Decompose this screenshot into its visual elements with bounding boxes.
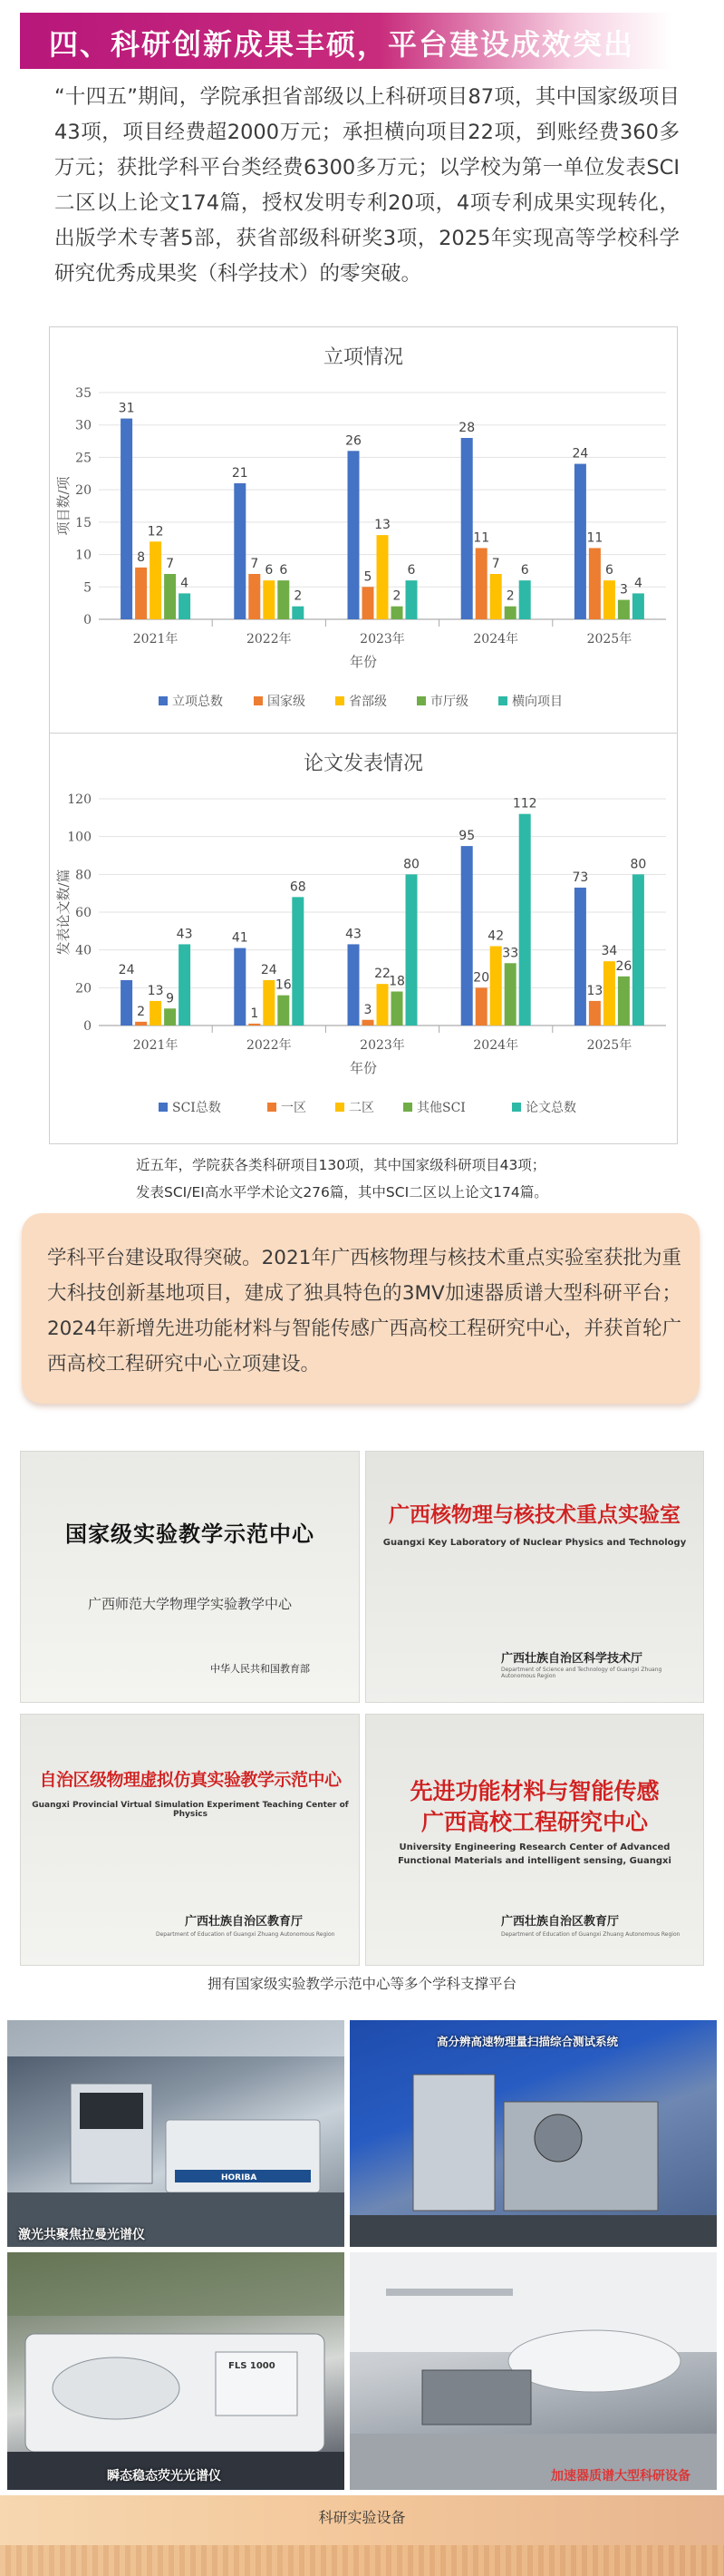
bar bbox=[150, 541, 161, 619]
plaque-issuer: 中华人民共和国教育部 bbox=[210, 1663, 310, 1675]
y-tick-label: 40 bbox=[75, 943, 92, 958]
legend-label: 其他SCI bbox=[417, 1101, 466, 1115]
legend-swatch bbox=[254, 696, 263, 705]
legend-swatch bbox=[335, 696, 344, 705]
data-label: 2 bbox=[506, 588, 515, 604]
bar bbox=[234, 948, 246, 1026]
x-tick-label: 2021年 bbox=[132, 1038, 179, 1053]
bar bbox=[632, 593, 644, 619]
bar bbox=[505, 607, 516, 619]
data-label: 13 bbox=[374, 518, 391, 533]
bar bbox=[348, 451, 360, 619]
photo-label: 激光共聚焦拉曼光谱仪 bbox=[18, 2228, 145, 2242]
legend-label: 市厅级 bbox=[430, 695, 468, 709]
legend-label: 论文总数 bbox=[526, 1101, 576, 1115]
data-label: 80 bbox=[630, 857, 647, 872]
bar bbox=[292, 897, 304, 1026]
plaque-title: 先进功能材料与智能传感 bbox=[410, 1778, 660, 1804]
chart-papers-panel bbox=[50, 734, 677, 1139]
bar bbox=[490, 947, 502, 1026]
data-label: 11 bbox=[473, 530, 490, 546]
data-label: 43 bbox=[345, 927, 362, 942]
photo-label: 加速器质谱大型科研设备 bbox=[551, 2469, 690, 2484]
bar bbox=[248, 574, 260, 619]
data-label: 3 bbox=[619, 582, 628, 598]
data-label: 28 bbox=[459, 421, 476, 435]
x-tick-label: 2022年 bbox=[246, 1038, 292, 1053]
bar bbox=[348, 944, 360, 1026]
data-label: 1 bbox=[250, 1006, 259, 1021]
legend-swatch bbox=[267, 1103, 276, 1112]
data-label: 13 bbox=[147, 983, 164, 998]
x-tick-label: 2023年 bbox=[360, 632, 405, 646]
data-label: 7 bbox=[491, 557, 500, 571]
data-label: 73 bbox=[572, 870, 589, 885]
photo-brand: FLS 1000 bbox=[228, 2361, 275, 2371]
bar bbox=[391, 992, 403, 1026]
chart-caption-line-2: 发表SCI/EI高水平学术论文276篇，其中SCI二区以上论文174篇。 bbox=[136, 1184, 548, 1201]
data-label: 31 bbox=[118, 401, 135, 416]
legend-swatch bbox=[498, 696, 507, 705]
legend-swatch bbox=[159, 696, 168, 705]
data-label: 4 bbox=[633, 576, 642, 591]
data-label: 80 bbox=[403, 857, 420, 872]
plaque-subtitle: 广西师范大学物理学实验教学中心 bbox=[87, 1596, 292, 1612]
fluorescence-spectrometer-illustration bbox=[7, 2252, 344, 2490]
legend-swatch bbox=[512, 1103, 521, 1112]
data-label: 24 bbox=[118, 963, 135, 977]
data-label: 6 bbox=[407, 563, 416, 578]
bar bbox=[164, 1008, 176, 1026]
plaque-issuer: 广西壮族自治区教育厅 bbox=[185, 1915, 304, 1929]
bar bbox=[277, 580, 289, 619]
bar bbox=[589, 1001, 601, 1026]
bar bbox=[277, 996, 289, 1026]
plaque-subtitle: Guangxi Key Laboratory of Nuclear Physics and Technology bbox=[382, 1538, 687, 1548]
y-tick-label: 10 bbox=[75, 548, 92, 563]
bar bbox=[362, 587, 374, 619]
bar bbox=[121, 419, 132, 619]
data-label: 2 bbox=[392, 588, 401, 604]
bar bbox=[377, 984, 389, 1026]
data-label: 33 bbox=[502, 946, 519, 961]
data-label: 2 bbox=[137, 1004, 146, 1019]
chart-projects-panel bbox=[50, 327, 677, 734]
plaque-issuer-en: Department of Education of Guangxi Zhuang Autonomous Region bbox=[156, 1931, 335, 1938]
bar bbox=[135, 1022, 147, 1026]
bar bbox=[179, 944, 190, 1026]
legend-label: 国家级 bbox=[267, 695, 305, 709]
data-label: 24 bbox=[572, 446, 589, 462]
data-label: 21 bbox=[231, 466, 248, 481]
bar bbox=[589, 548, 601, 619]
photo-accelerator-mass-spectrometry bbox=[350, 2252, 717, 2490]
data-label: 5 bbox=[363, 569, 372, 585]
data-label: 112 bbox=[512, 796, 537, 812]
x-tick-label: 2025年 bbox=[586, 632, 632, 646]
bar bbox=[362, 1020, 374, 1026]
data-label: 68 bbox=[289, 880, 306, 895]
raman-spectrometer-illustration bbox=[7, 2020, 344, 2247]
x-axis-label: 年份 bbox=[349, 1060, 378, 1076]
intro-paragraph: “十四五”期间，学院承担省部级以上科研项目87项，其中国家级项目43项，项目经费超2000万元；承担横向项目22项，到账经费360多万元；获批学科平台类经费6300多万元；以学校为第一单位发表SCI二区以上论文174篇，授权发明专利20项，4项专利成果实现转化，出版学术专著5部，获省部级科研奖3项，2025年实现高等学校科学研究优秀成果奖（科学技术）的零突破。 bbox=[54, 85, 680, 286]
platform-highlight-box bbox=[22, 1213, 700, 1404]
data-label: 26 bbox=[615, 958, 632, 974]
footer-decorative-stripe bbox=[0, 2545, 724, 2576]
bar bbox=[234, 483, 246, 619]
plaque-issuer-en: Department of Science and Technology of Guangxi Zhuang Autonomous Region bbox=[501, 1667, 662, 1679]
data-label: 4 bbox=[180, 576, 189, 591]
bar bbox=[263, 980, 275, 1026]
bar bbox=[574, 464, 586, 619]
y-tick-label: 20 bbox=[75, 981, 92, 996]
plaque-national-demo-center bbox=[20, 1451, 360, 1703]
x-tick-label: 2021年 bbox=[132, 632, 179, 646]
legend-swatch bbox=[403, 1103, 412, 1112]
legend-label: 二区 bbox=[349, 1101, 374, 1115]
data-label: 26 bbox=[345, 433, 362, 449]
data-label: 7 bbox=[166, 557, 175, 571]
data-label: 2 bbox=[294, 588, 303, 604]
data-label: 7 bbox=[250, 557, 259, 571]
plaque-subtitle: Guangxi Provincial Virtual Simulation Experiment Teaching Center of Physics bbox=[32, 1801, 349, 1819]
data-label: 16 bbox=[275, 977, 292, 993]
bar bbox=[461, 846, 473, 1026]
bar bbox=[150, 1001, 161, 1026]
y-tick-label: 35 bbox=[75, 386, 92, 401]
x-tick-label: 2022年 bbox=[246, 632, 292, 646]
bar bbox=[519, 580, 531, 619]
legend-swatch bbox=[335, 1103, 344, 1112]
plaque-subtitle: University Engineering Research Center of Advanced bbox=[399, 1842, 671, 1852]
plaque-issuer: 广西壮族自治区科学技术厅 bbox=[501, 1652, 643, 1666]
data-label: 24 bbox=[260, 963, 277, 977]
y-tick-label: 100 bbox=[67, 830, 92, 845]
y-axis-label: 项目数/项 bbox=[55, 476, 72, 536]
charts-frame bbox=[49, 326, 678, 1144]
bar bbox=[179, 593, 190, 619]
measurement-system-illustration bbox=[350, 2020, 717, 2247]
data-label: 12 bbox=[147, 524, 164, 540]
data-label: 6 bbox=[604, 563, 613, 578]
y-tick-label: 0 bbox=[83, 1019, 92, 1034]
photo-raman-spectrometer bbox=[7, 2020, 344, 2247]
bar bbox=[618, 600, 630, 619]
data-label: 95 bbox=[459, 829, 476, 844]
plaque-nuclear-physics-lab bbox=[365, 1451, 704, 1703]
bar bbox=[618, 977, 630, 1026]
data-label: 43 bbox=[176, 927, 193, 942]
plaques-caption: 拥有国家级实验教学示范中心等多个学科支撑平台 bbox=[207, 1976, 516, 1992]
chart-caption-line-1: 近五年，学院获各类科研项目130项，其中国家级科研项目43项； bbox=[136, 1157, 546, 1173]
photo-label: 高分辨高速物理量扫描综合测试系统 bbox=[437, 2035, 619, 2048]
legend-label: 横向项目 bbox=[512, 695, 563, 709]
bar bbox=[505, 963, 516, 1026]
platform-paragraph: 学科平台建设取得突破。2021年广西核物理与核技术重点实验室获批为重大科技创新基地项目，建成了独具特色的3MV加速器质谱大型科研平台；2024年新增先进功能材料与智能传感广西高校工程研究中心，并获首轮广西高校工程研究中心立项建设。 bbox=[47, 1247, 681, 1375]
plaque-engineering-research-center bbox=[365, 1714, 704, 1966]
data-label: 22 bbox=[374, 967, 391, 982]
bar bbox=[519, 814, 531, 1026]
footer-band bbox=[0, 2495, 724, 2576]
data-label: 9 bbox=[166, 991, 175, 1006]
bar bbox=[121, 980, 132, 1026]
photo-fluorescence-spectrometer bbox=[7, 2252, 344, 2490]
bar bbox=[490, 574, 502, 619]
data-label: 18 bbox=[389, 974, 405, 989]
bar bbox=[476, 548, 487, 619]
bar bbox=[406, 580, 418, 619]
photo-physical-measurement-system bbox=[350, 2020, 717, 2247]
bar bbox=[476, 987, 487, 1026]
plaque-title: 自治区级物理虚拟仿真实验教学示范中心 bbox=[39, 1770, 342, 1790]
legend-swatch bbox=[417, 696, 426, 705]
data-label: 41 bbox=[231, 930, 248, 946]
bar bbox=[406, 874, 418, 1026]
data-label: 6 bbox=[279, 563, 288, 578]
bar bbox=[377, 535, 389, 619]
x-axis-label: 年份 bbox=[349, 654, 378, 670]
chart-title: 立项情况 bbox=[323, 346, 404, 369]
data-label: 3 bbox=[363, 1002, 372, 1017]
chart-projects bbox=[50, 327, 677, 733]
legend-swatch bbox=[159, 1103, 168, 1112]
chart-title: 论文发表情况 bbox=[303, 753, 424, 775]
plaque-issuer-en: Department of Education of Guangxi Zhuang Autonomous Region bbox=[501, 1931, 681, 1938]
y-tick-label: 30 bbox=[75, 418, 92, 433]
y-tick-label: 15 bbox=[75, 515, 92, 530]
legend-label: 立项总数 bbox=[172, 695, 223, 709]
bar bbox=[632, 874, 644, 1026]
data-label: 8 bbox=[137, 549, 146, 565]
x-tick-label: 2024年 bbox=[473, 1038, 519, 1053]
chart-papers bbox=[50, 734, 677, 1139]
plaque-title: 国家级实验教学示范中心 bbox=[65, 1521, 314, 1547]
plaque-issuer: 广西壮族自治区教育厅 bbox=[501, 1915, 620, 1929]
accelerator-illustration bbox=[350, 2252, 717, 2490]
photo-label: 瞬态稳态荧光光谱仪 bbox=[107, 2469, 221, 2484]
y-tick-label: 0 bbox=[83, 613, 92, 627]
x-tick-label: 2023年 bbox=[360, 1038, 405, 1053]
legend-label: SCI总数 bbox=[172, 1101, 221, 1115]
plaque-title-line-2: 广西高校工程研究中心 bbox=[420, 1809, 648, 1835]
section-heading-band bbox=[20, 13, 672, 69]
plaque-title: 广西核物理与核技术重点实验室 bbox=[389, 1503, 681, 1527]
bar bbox=[248, 1024, 260, 1026]
bar bbox=[603, 580, 615, 619]
data-label: 11 bbox=[586, 530, 603, 546]
bar bbox=[391, 607, 403, 619]
x-tick-label: 2024年 bbox=[473, 632, 519, 646]
legend-label: 省部级 bbox=[349, 695, 387, 709]
plaque-virtual-simulation-center bbox=[20, 1714, 360, 1966]
bar bbox=[461, 438, 473, 619]
y-tick-label: 25 bbox=[75, 451, 92, 466]
data-label: 13 bbox=[586, 983, 603, 998]
y-tick-label: 120 bbox=[67, 792, 92, 807]
data-label: 6 bbox=[520, 563, 529, 578]
bar bbox=[164, 574, 176, 619]
data-label: 6 bbox=[265, 563, 274, 578]
y-tick-label: 60 bbox=[75, 906, 92, 920]
bar bbox=[292, 607, 304, 619]
legend-label: 一区 bbox=[281, 1101, 306, 1115]
y-tick-label: 80 bbox=[75, 868, 92, 883]
bar bbox=[263, 580, 275, 619]
bar bbox=[574, 888, 586, 1026]
footer-caption: 科研实验设备 bbox=[318, 2509, 406, 2526]
data-label: 34 bbox=[601, 944, 618, 959]
y-tick-label: 20 bbox=[75, 483, 92, 499]
photo-brand: HORIBA bbox=[221, 2173, 257, 2182]
data-label: 42 bbox=[487, 928, 505, 944]
section-heading: 四、科研创新成果丰硕，平台建设成效突出 bbox=[49, 27, 635, 62]
y-axis-label: 发表论文数/篇 bbox=[55, 869, 72, 956]
chart-caption bbox=[136, 1152, 643, 1206]
bar bbox=[603, 961, 615, 1026]
x-tick-label: 2025年 bbox=[586, 1038, 632, 1053]
bar bbox=[135, 568, 147, 619]
plaque-subtitle-line-2: Functional Materials and intelligent sensing, Guangxi bbox=[398, 1856, 671, 1866]
data-label: 20 bbox=[473, 970, 490, 986]
y-tick-label: 5 bbox=[83, 580, 92, 596]
